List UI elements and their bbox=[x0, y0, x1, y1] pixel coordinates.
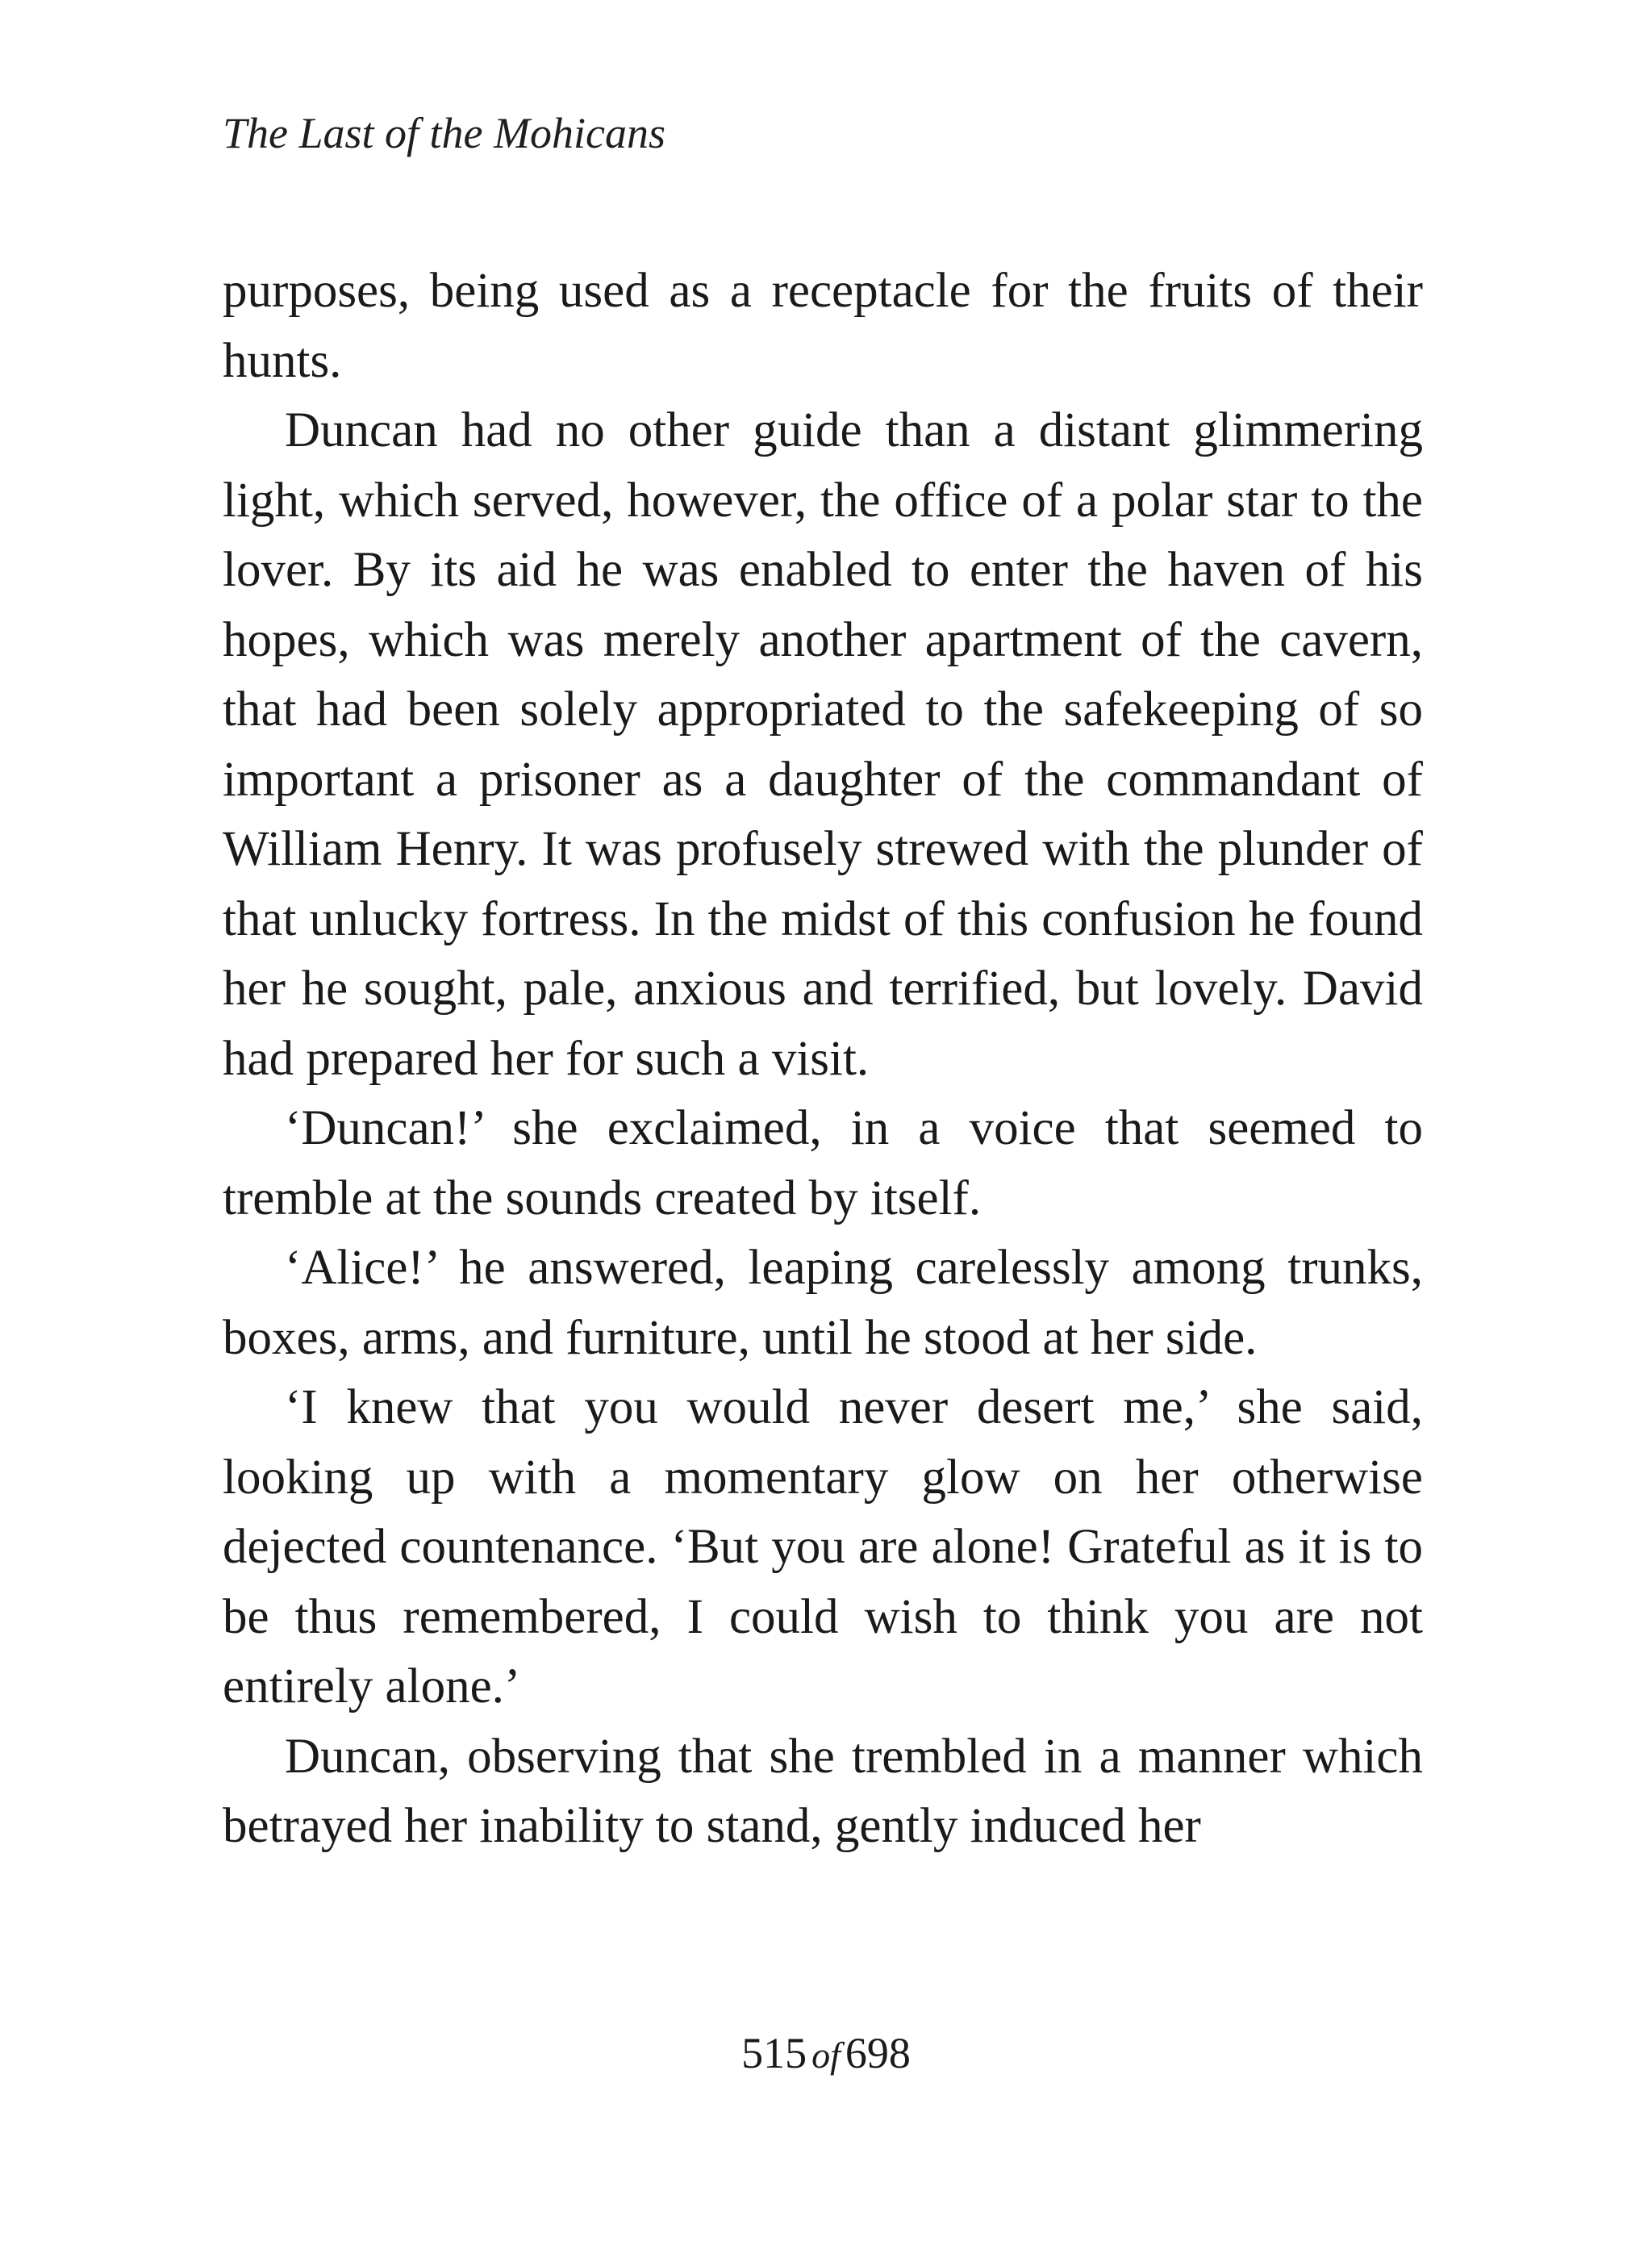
page-number bbox=[0, 2025, 1652, 2084]
total-pages: 698 bbox=[845, 2029, 911, 2077]
paragraph-4: ‘Alice!’ he answered, leaping carelessly among trunks, boxes, arms, and furniture, until he stood at her side. bbox=[223, 1241, 1423, 1365]
paragraph-3: ‘Duncan!’ she exclaimed, in a voice that seemed to tremble at the sounds created by itself. bbox=[223, 1101, 1423, 1225]
paragraph-6: Duncan, observing that she trembled in a manner which betrayed her inability to stand, gently induced her bbox=[223, 1729, 1423, 1853]
current-page: 515 bbox=[741, 2029, 807, 2077]
paragraph-2: Duncan had no other guide than a distant glimmering light, which served, however, the office of a polar star to the lover. By its aid he was enabled to enter the haven of his hopes, which was merely another apartment of the cavern, that had been solely appropriated to the safekeeping of so important a prisoner as a daughter of the commandant of William Henry. It was profusely strewed with the plunder of that unlucky fortress. In the midst of this confusion he found her he sought, pale, anxious and terrified, but lovely. David had prepared her for such a visit. bbox=[223, 403, 1423, 1086]
page-body-text bbox=[223, 257, 1423, 1862]
paragraph-5: ‘I knew that you would never desert me,’ she said, looking up with a momentary glow on her otherwise dejected countenance. ‘But you are alone! Grateful as it is to be thus remembered, I could wish to think you are not entirely alone.’ bbox=[223, 1380, 1423, 1713]
paragraph-1: purposes, being used as a receptacle for the fruits of their hunts. bbox=[223, 264, 1423, 388]
page-of-label: of bbox=[811, 2035, 841, 2076]
running-title: The Last of the Mohicans bbox=[223, 109, 665, 157]
